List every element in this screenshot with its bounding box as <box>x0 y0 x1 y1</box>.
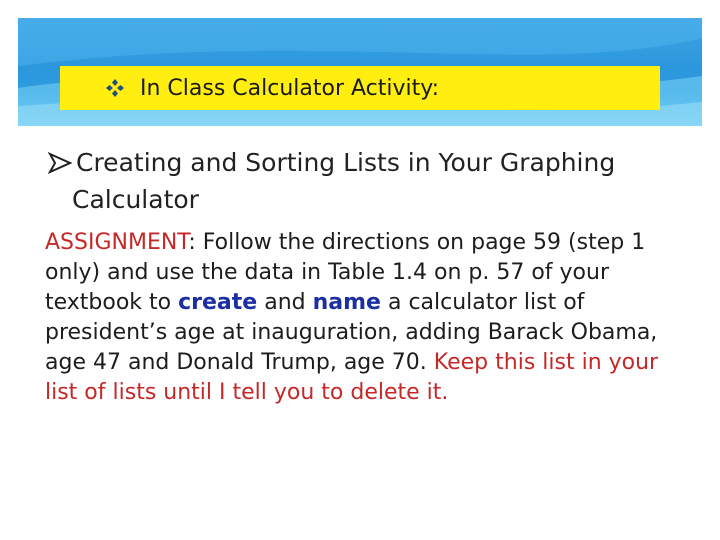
emphasis-create: create <box>178 290 258 315</box>
assignment-warning: Keep this list in your list of lists until I tell you to delete it. <box>45 350 659 405</box>
slide-title: In Class Calculator Activity: <box>140 75 440 101</box>
assignment-colon: : <box>188 230 203 255</box>
four-diamond-bullet-icon <box>106 79 124 97</box>
emphasis-name: name <box>312 290 381 315</box>
assignment-paragraph <box>45 228 695 408</box>
subheading-line-2: Calculator <box>72 185 199 214</box>
arrow-bullet-icon <box>48 152 72 174</box>
subheading-line-1: Creating and Sorting Lists in Your Graphing <box>76 148 616 177</box>
assignment-text-3: a calculator list of president’s age at inauguration, adding Barack Obama, age 47 and Donald Trump, age 70. <box>45 290 658 375</box>
assignment-label: ASSIGNMENT <box>45 230 189 255</box>
assignment-text-1: Follow the directions on page 59 (step 1 only) and use the data in Table 1.4 on p. 57 of your textbook to <box>45 230 646 315</box>
assignment-text-2: and <box>257 290 313 315</box>
subheading <box>48 144 688 218</box>
title-bar <box>60 66 660 110</box>
